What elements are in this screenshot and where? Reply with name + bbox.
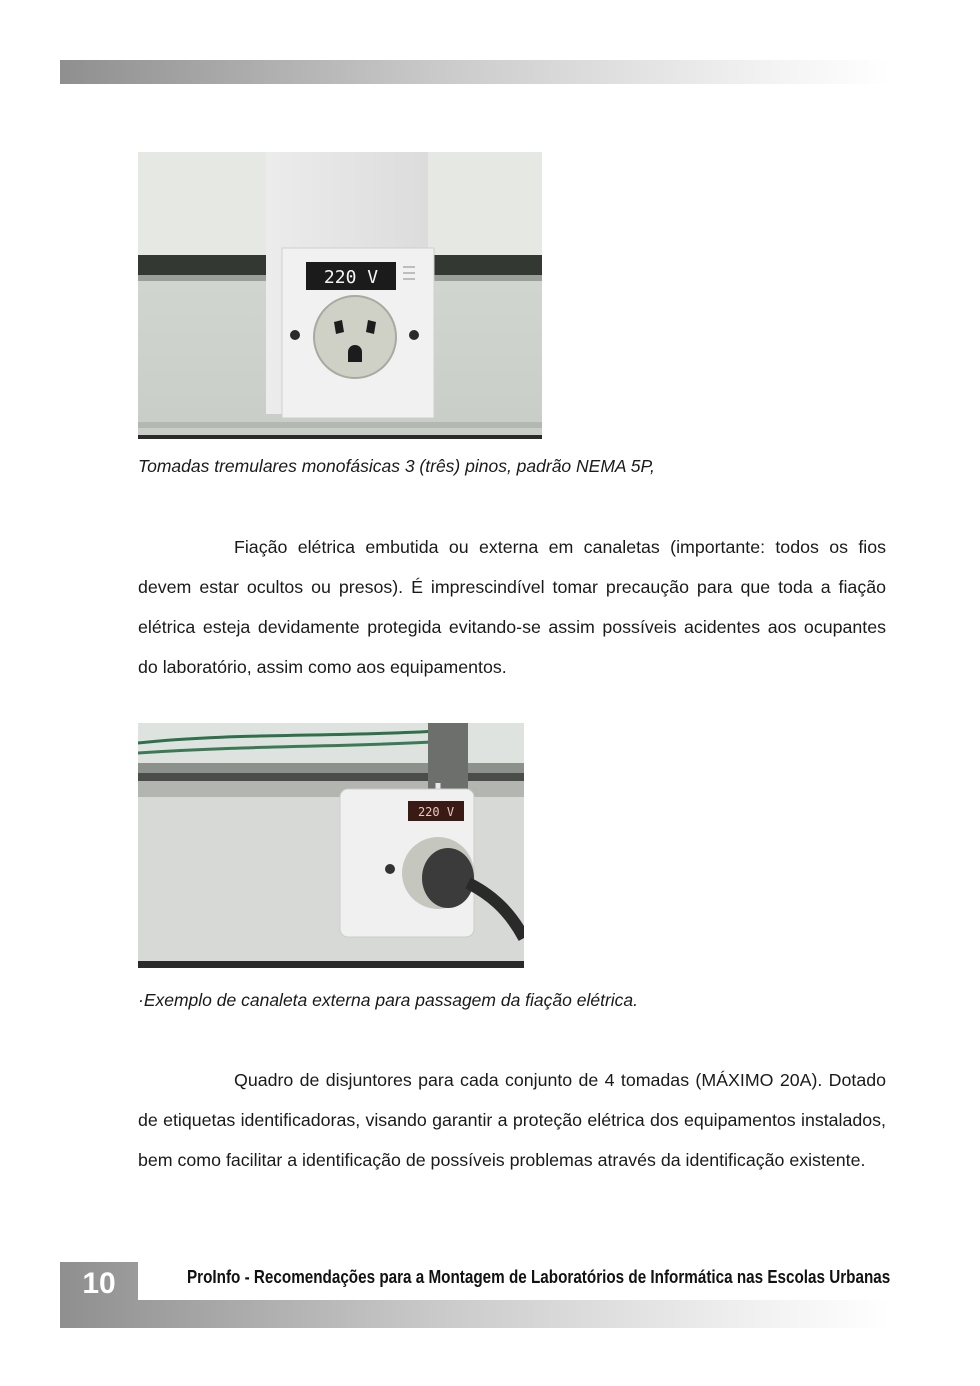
footer-title: ProInfo - Recomendações para a Montagem de Laboratórios de Informática nas Escolas Urbanas [187,1266,891,1287]
outlet-photo [138,152,542,439]
voltage-label-2: 220 V [417,805,455,819]
paragraph-wiring: Fiação elétrica embutida ou externa em canaletas (importante: todos os fios devem estar ocultos ou presos). É imprescindível tomar precaução para que toda a fiação elétrica esteja devidamente protegida evitando-se assim possíveis acidentes aos ocupantes do laboratório, assim como aos equipamentos. [138,537,886,677]
conduit-caption: ·Exemplo de canaleta externa para passagem da fiação elétrica. [138,990,639,1010]
outlet-illustration [138,152,542,439]
conduit-photo [138,723,524,968]
header-gradient-bar [60,60,890,84]
voltage-label: 220 V [323,267,379,288]
outlet-caption: Tomadas tremulares monofásicas 3 (três) pinos, padrão NEMA 5P, [138,456,655,476]
page-number: 10 [82,1267,116,1300]
paragraph-breakers: Quadro de disjuntores para cada conjunto de 4 tomadas (MÁXIMO 20A). Dotado de etiquetas identificadoras, visando garantir a proteção elétrica dos equipamentos instalados, bem como facilitar a identificação de possíveis problemas através da identificação existente. [138,1070,886,1170]
conduit-illustration [138,723,524,968]
